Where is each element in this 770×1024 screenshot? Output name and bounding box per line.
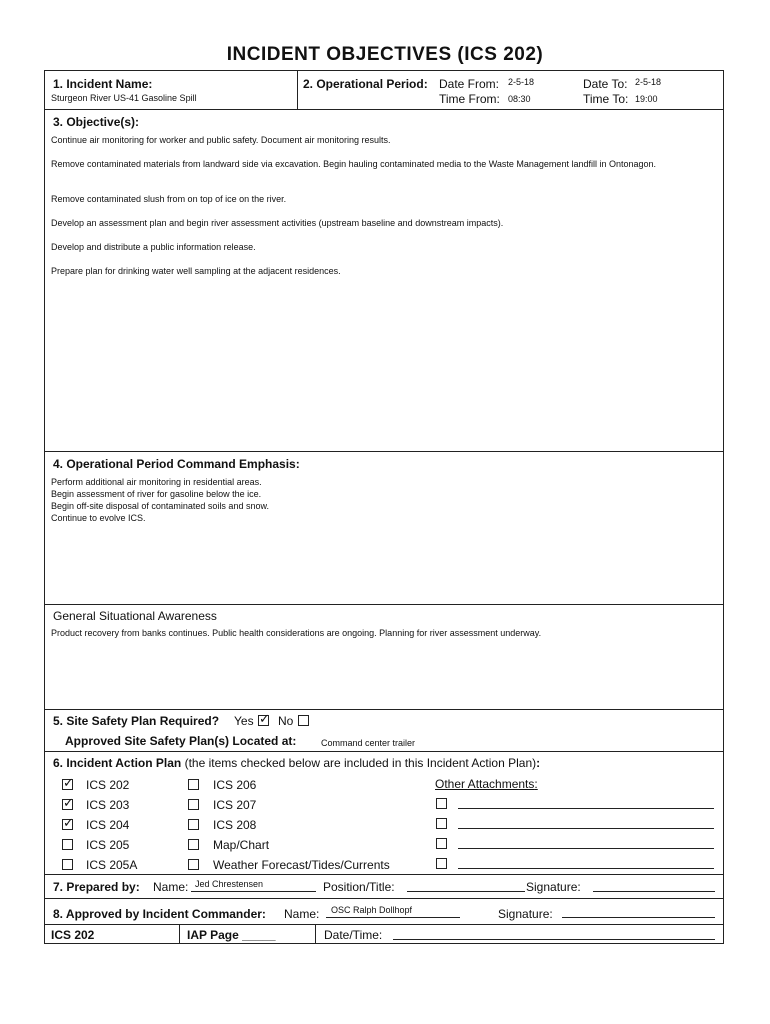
- approved-by-signature-label: Signature:: [498, 907, 553, 921]
- ics-202-form: [44, 70, 724, 944]
- iap-label: 6. Incident Action Plan: [53, 756, 182, 770]
- iap-colon: :: [536, 756, 541, 770]
- site-safety-located-label: Approved Site Safety Plan(s) Located at:: [65, 734, 297, 748]
- site-safety-no-checkbox[interactable]: [298, 715, 309, 726]
- iap-checkbox[interactable]: [62, 839, 73, 850]
- iap-item-label: ICS 205A: [86, 858, 138, 872]
- iap-checkbox[interactable]: [62, 775, 74, 790]
- iap-item-label: ICS 208: [213, 818, 257, 832]
- objectives-label: 3. Objective(s):: [53, 115, 140, 129]
- site-safety-yes-label: Yes: [234, 714, 254, 728]
- other-attachment-line[interactable]: [458, 828, 714, 829]
- prepared-by-name-line: [191, 891, 316, 892]
- other-attachment-line[interactable]: [458, 868, 714, 869]
- other-attachment-checkbox[interactable]: [436, 818, 447, 829]
- iap-item-label: ICS 203: [86, 798, 130, 812]
- datetime-label: Date/Time:: [324, 928, 383, 942]
- prepared-by-name[interactable]: Jed Chrestensen: [195, 879, 264, 889]
- date-to-value[interactable]: 2-5-18: [635, 77, 662, 87]
- site-safety-no-label: No: [278, 714, 294, 728]
- command-emphasis-label: 4. Operational Period Command Emphasis:: [53, 457, 300, 471]
- form-title: INCIDENT OBJECTIVES (ICS 202): [226, 44, 544, 65]
- emphasis-line[interactable]: Begin assessment of river for gasoline below the ice.: [51, 489, 262, 499]
- iap-item-label: ICS 202: [86, 778, 130, 792]
- date-to-label: Date To:: [583, 77, 628, 91]
- approved-by-name-line: [326, 917, 460, 918]
- objective-item[interactable]: Remove contaminated slush from on top of ice on the river.: [51, 194, 287, 204]
- other-attachments-label: [435, 777, 538, 791]
- iap-checkbox[interactable]: [188, 859, 199, 870]
- approved-by-label: 8. Approved by Incident Commander:: [53, 907, 266, 921]
- iap-item-label: ICS 206: [213, 778, 257, 792]
- approved-by-signature-line[interactable]: [562, 917, 715, 918]
- prepared-by-label: 7. Prepared by:: [53, 880, 140, 894]
- datetime-line[interactable]: [393, 939, 715, 940]
- iap-checkbox[interactable]: [188, 839, 199, 850]
- situational-awareness-text[interactable]: Product recovery from banks continues. Public health considerations are ongoing. Planning for river assessment underway.: [51, 628, 542, 638]
- operational-period-label: 2. Operational Period:: [303, 77, 428, 91]
- check-icon: ✓: [63, 815, 74, 830]
- check-icon: ✓: [259, 711, 270, 726]
- other-attachments-colon: :: [534, 777, 538, 791]
- approved-by-name-label: Name:: [284, 907, 320, 921]
- incident-name-value[interactable]: Sturgeon River US-41 Gasoline Spill: [51, 93, 197, 103]
- prepared-by-signature-label: Signature:: [526, 880, 581, 894]
- iap-checkbox[interactable]: [188, 819, 199, 830]
- iap-item-label: Weather Forecast/Tides/Currents: [213, 858, 390, 872]
- objective-item[interactable]: Continue air monitoring for worker and public safety. Document air monitoring results.: [51, 135, 391, 145]
- iap-checkbox[interactable]: [62, 859, 73, 870]
- prepared-by-position-line[interactable]: [407, 891, 525, 892]
- incident-name-label: 1. Incident Name:: [53, 77, 153, 91]
- iap-item-label: ICS 204: [86, 818, 130, 832]
- prepared-by-position-label: Position/Title:: [323, 880, 395, 894]
- other-attachment-checkbox[interactable]: [436, 798, 447, 809]
- iap-checkbox[interactable]: [62, 795, 74, 810]
- objective-item[interactable]: Remove contaminated materials from landward side via excavation. Begin hauling contaminated media to the Waste Management landfill in Ontonagon.: [51, 159, 657, 169]
- other-attachment-line[interactable]: [458, 808, 714, 809]
- form-id: ICS 202: [51, 928, 95, 942]
- time-to-value[interactable]: 19:00: [635, 94, 658, 104]
- other-attachment-checkbox[interactable]: [436, 858, 447, 869]
- iap-checkbox[interactable]: [62, 815, 74, 830]
- check-icon: ✓: [63, 795, 74, 810]
- objective-item[interactable]: Prepare plan for drinking water well sampling at the adjacent residences.: [51, 266, 341, 276]
- iap-checkbox[interactable]: [188, 799, 199, 810]
- site-safety-yes-checkbox[interactable]: [258, 711, 270, 726]
- emphasis-line[interactable]: Begin off-site disposal of contaminated soils and snow.: [51, 501, 269, 511]
- situational-awareness-label: General Situational Awareness: [53, 609, 217, 623]
- iap-checkbox[interactable]: [188, 779, 199, 790]
- emphasis-line[interactable]: Perform additional air monitoring in residential areas.: [51, 477, 262, 487]
- emphasis-line[interactable]: Continue to evolve ICS.: [51, 513, 146, 523]
- site-safety-located-value[interactable]: Command center trailer: [321, 738, 416, 748]
- site-safety-label: 5. Site Safety Plan Required?: [53, 714, 220, 728]
- check-icon: ✓: [63, 775, 74, 790]
- date-from-label: Date From:: [439, 77, 500, 91]
- other-attachment-checkbox[interactable]: [436, 838, 447, 849]
- approved-by-name[interactable]: OSC Ralph Dollhopf: [331, 905, 413, 915]
- iap-item-label: ICS 205: [86, 838, 130, 852]
- iap-item-label: ICS 207: [213, 798, 257, 812]
- other-attachments-text: Other Attachments: [435, 777, 535, 791]
- time-from-label: Time From:: [439, 92, 500, 106]
- time-to-label: Time To:: [583, 92, 629, 106]
- iap-item-label: Map/Chart: [213, 838, 270, 852]
- objective-item[interactable]: Develop an assessment plan and begin river assessment activities (upstream baseline and downstream impacts).: [51, 218, 504, 228]
- time-from-value[interactable]: 08:30: [508, 94, 531, 104]
- date-from-value[interactable]: 2-5-18: [508, 77, 535, 87]
- prepared-by-signature-line[interactable]: [593, 891, 715, 892]
- iap-heading: [53, 756, 540, 770]
- iap-note: (the items checked below are included in this Incident Action Plan): [184, 756, 537, 770]
- iap-page: IAP Page _____: [187, 928, 276, 942]
- objective-item[interactable]: Develop and distribute a public information release.: [51, 242, 256, 252]
- prepared-by-name-label: Name:: [153, 880, 189, 894]
- other-attachment-line[interactable]: [458, 848, 714, 849]
